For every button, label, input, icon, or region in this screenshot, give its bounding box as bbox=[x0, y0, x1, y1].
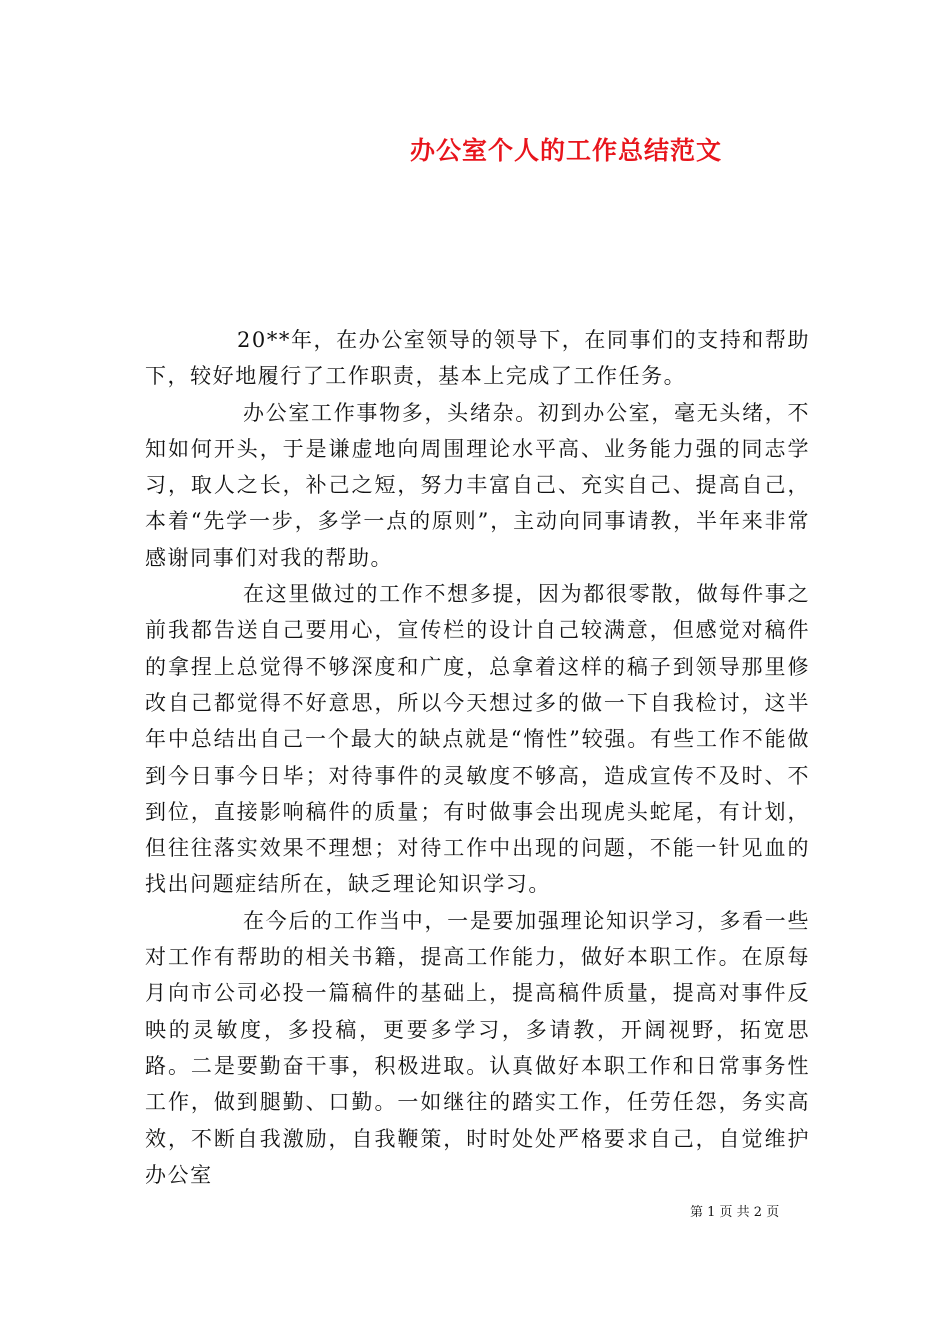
document-title: 办公室个人的工作总结范文 bbox=[409, 136, 722, 165]
page-number: 第 1 页 共 2 页 bbox=[690, 1205, 780, 1220]
paragraph-3: 在这里做过的工作不想多提，因为都很零散，做每件事之前我都告送自己要用心，宣传栏的设计自己较满意，但感觉对稿件的拿捏上总觉得不够深度和广度，总拿着这样的稿子到领导那里修改自己都觉得不好意思，所以今天想过多的做一下自我检讨，这半年中总结出自己一个最大的缺点就是“惰性”较强。有些工作不能做到今日事今日毕；对待事件的灵敏度不够高，造成宣传不及时、不到位，直接影响稿件的质量；有时做事会出现虎头蛇尾，有计划，但往往落实效果不理想；对待工作中出现的问题，不能一针见血的找出问题症结所在，缺乏理论知识学习。 bbox=[145, 582, 810, 897]
paragraph-4: 在今后的工作当中，一是要加强理论知识学习，多看一些对工作有帮助的相关书籍，提高工作能力，做好本职工作。在原每月向市公司必投一篇稿件的基础上，提高稿件质量，提高对事件反映的灵敏度，多投稿，更要多学习，多请教，开阔视野，拓宽思路。二是要勤奋干事，积极进取。认真做好本职工作和日常事务性工作，做到腿勤、口勤。一如继往的踏实工作，任劳任怨，务实高效，不断自我激励，自我鞭策，时时处处严格要求自己，自觉维护办公室 bbox=[145, 908, 810, 1187]
paragraph-2: 办公室工作事物多，头绪杂。初到办公室，毫无头绪，不知如何开头，于是谦虚地向周围理论水平高、业务能力强的同志学习，取人之长，补己之短，努力丰富自己、充实自己、提高自己，本着“先学一步，多学一点的原则”，主动向同事请教，半年来非常感谢同事们对我的帮助。 bbox=[145, 400, 810, 570]
document-body bbox=[145, 322, 810, 1193]
paragraph-1: 20**年，在办公室领导的领导下，在同事们的支持和帮助下，较好地履行了工作职责，基本上完成了工作任务。 bbox=[145, 328, 810, 389]
